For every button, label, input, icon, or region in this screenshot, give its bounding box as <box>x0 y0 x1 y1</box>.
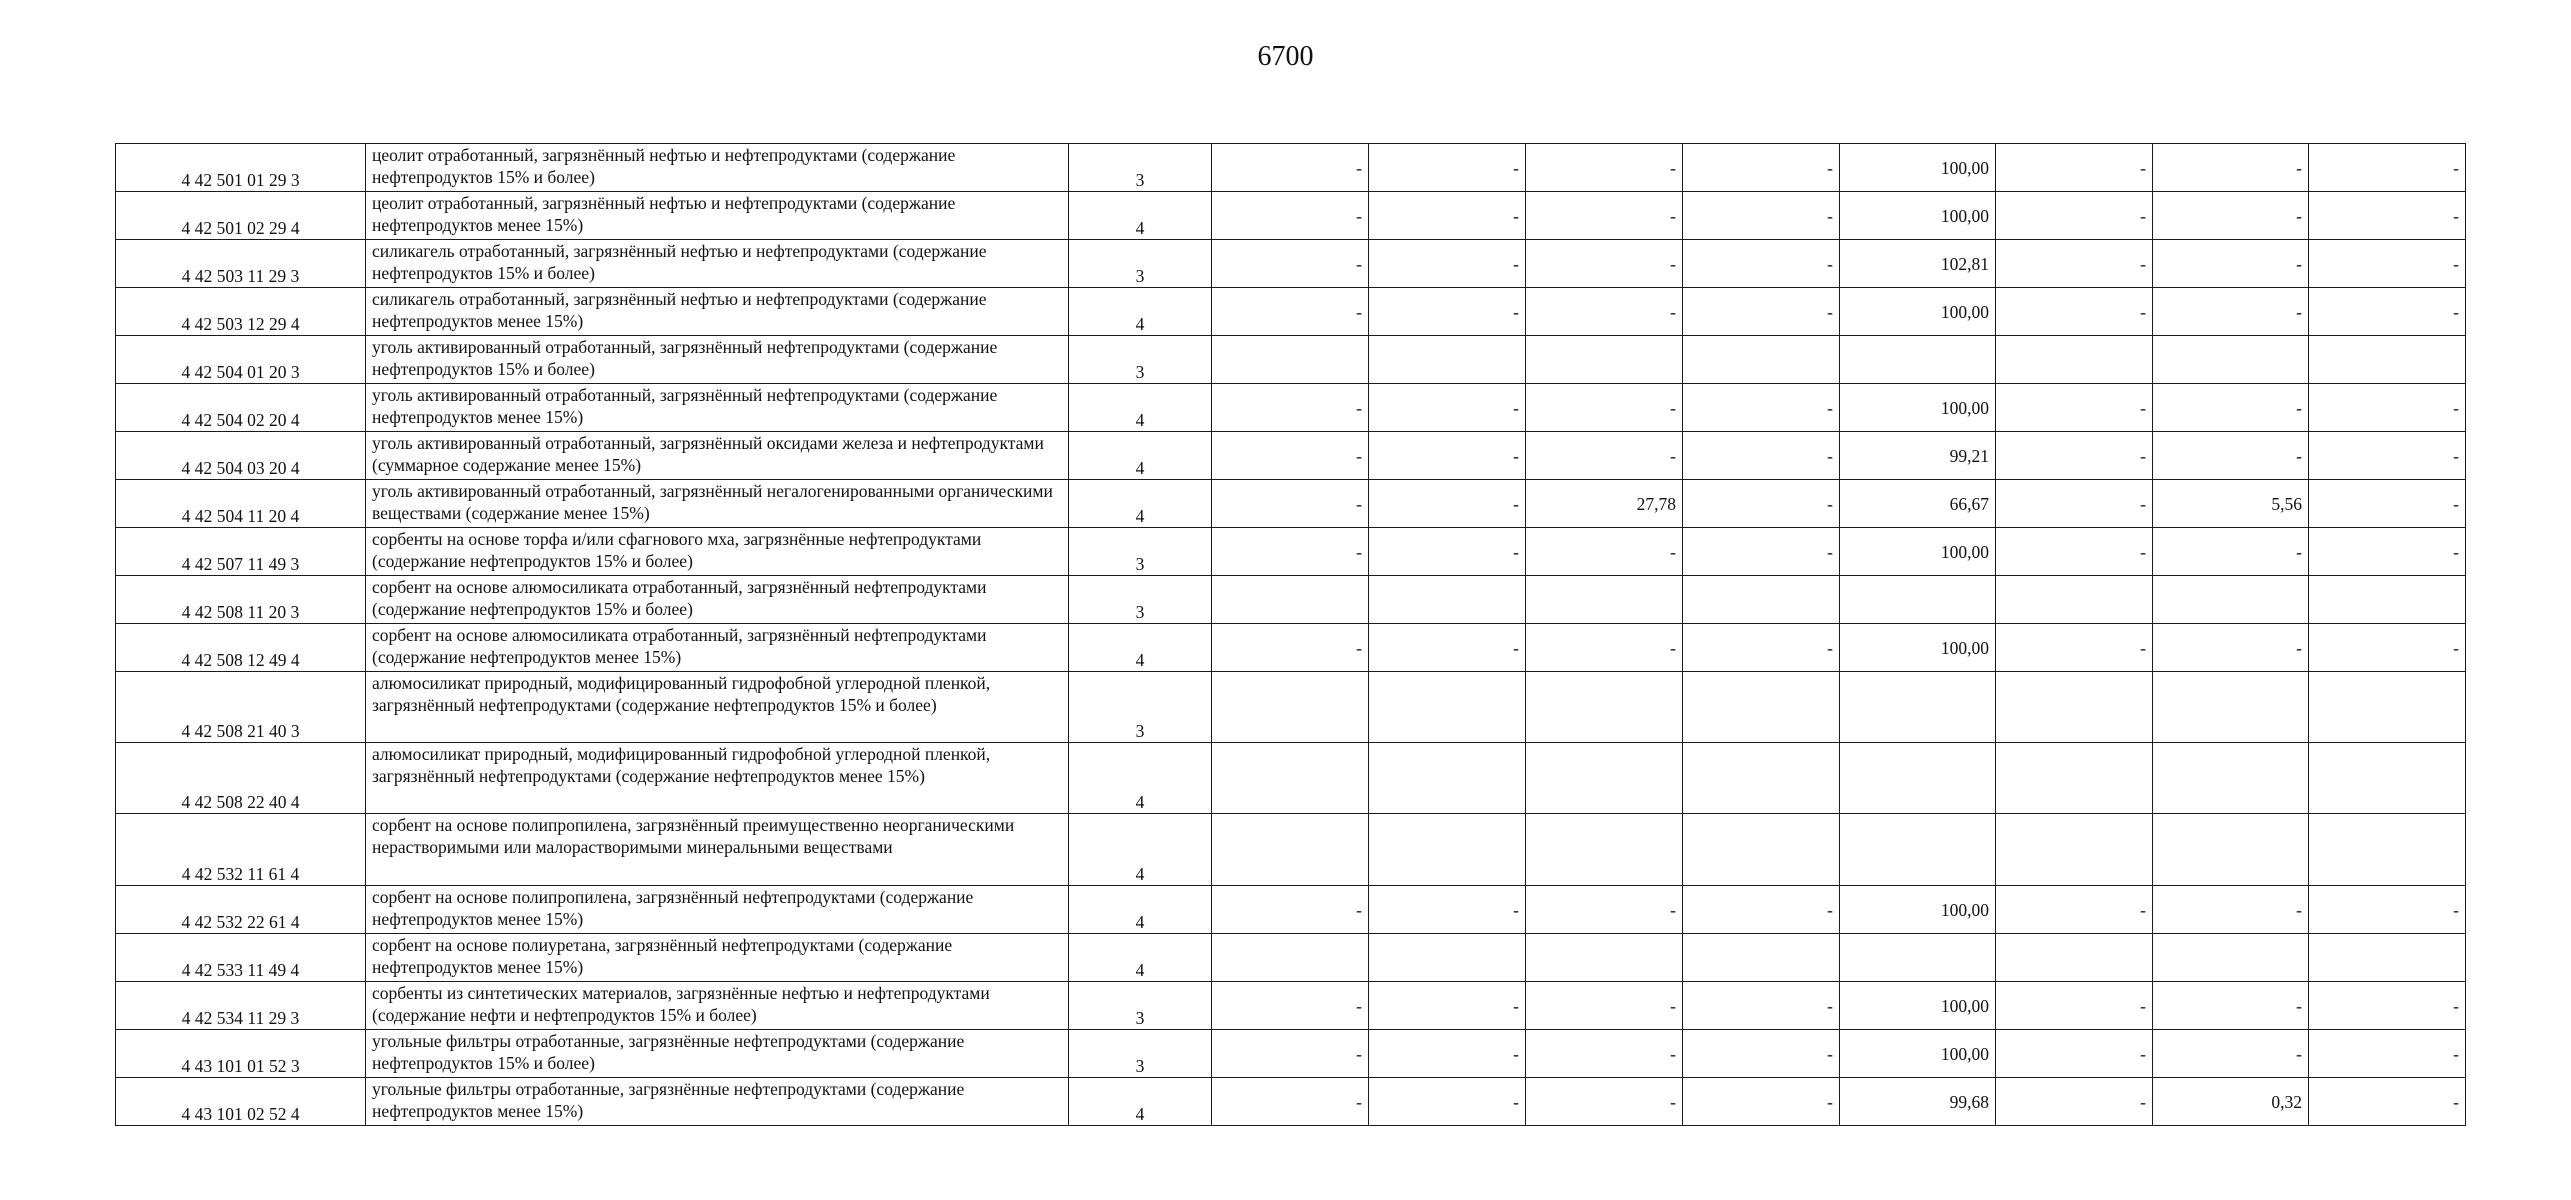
component-value-cell: - <box>1526 1030 1683 1078</box>
component-value-cell: - <box>1996 432 2153 480</box>
table-row <box>116 528 2466 576</box>
component-value-cell: - <box>1996 1030 2153 1078</box>
component-value-cell: - <box>1996 288 2153 336</box>
component-value-cell: 27,78 <box>1526 480 1683 528</box>
component-value-cell: - <box>1369 982 1526 1030</box>
component-value-cell: - <box>2309 432 2466 480</box>
component-value-cell: 100,00 <box>1840 384 1996 432</box>
table-row <box>116 982 2466 1030</box>
component-value-cell: - <box>1369 192 1526 240</box>
component-value-cell: - <box>1212 432 1369 480</box>
component-value-cell: - <box>2309 1078 2466 1126</box>
waste-name-cell: уголь активированный отработанный, загрязнённый нефтепродуктами (содержание нефтепродуктов менее 15%) <box>366 384 1069 432</box>
component-value-cell <box>1840 576 1996 624</box>
component-value-cell: - <box>2309 288 2466 336</box>
component-value-cell: - <box>1212 982 1369 1030</box>
component-value-cell <box>1526 672 1683 743</box>
component-value-cell: 66,67 <box>1840 480 1996 528</box>
hazard-class-cell: 4 <box>1069 886 1212 934</box>
component-value-cell: - <box>1996 528 2153 576</box>
component-value-cell <box>1683 934 1840 982</box>
hazard-class-cell: 4 <box>1069 288 1212 336</box>
component-value-cell: - <box>2153 982 2309 1030</box>
waste-code-cell: 4 42 501 02 29 4 <box>116 192 366 240</box>
component-value-cell: - <box>2153 432 2309 480</box>
component-value-cell: 100,00 <box>1840 144 1996 192</box>
hazard-class-cell: 4 <box>1069 934 1212 982</box>
waste-name-cell: сорбент на основе полипропилена, загрязнённый нефтепродуктами (содержание нефтепродуктов менее 15%) <box>366 886 1069 934</box>
component-value-cell: - <box>1369 528 1526 576</box>
component-value-cell: - <box>1526 982 1683 1030</box>
component-value-cell <box>1840 336 1996 384</box>
hazard-class-cell: 4 <box>1069 814 1212 886</box>
component-value-cell: - <box>1526 1078 1683 1126</box>
waste-name-cell: сорбент на основе алюмосиликата отработанный, загрязнённый нефтепродуктами (содержание нефтепродуктов 15% и более) <box>366 576 1069 624</box>
component-value-cell: - <box>2153 384 2309 432</box>
waste-code-cell: 4 42 533 11 49 4 <box>116 934 366 982</box>
table-row <box>116 672 2466 743</box>
component-value-cell: - <box>1212 144 1369 192</box>
component-value-cell: - <box>2309 528 2466 576</box>
hazard-class-cell: 3 <box>1069 1030 1212 1078</box>
waste-code-cell: 4 42 508 11 20 3 <box>116 576 366 624</box>
component-value-cell: - <box>1212 1078 1369 1126</box>
table-row <box>116 432 2466 480</box>
table-row <box>116 624 2466 672</box>
component-value-cell <box>2309 336 2466 384</box>
table-row <box>116 934 2466 982</box>
component-value-cell <box>1683 814 1840 886</box>
component-value-cell: - <box>1369 1030 1526 1078</box>
component-value-cell <box>2153 672 2309 743</box>
component-value-cell: - <box>1526 384 1683 432</box>
waste-code-cell: 4 43 101 01 52 3 <box>116 1030 366 1078</box>
component-value-cell <box>1996 336 2153 384</box>
component-value-cell: - <box>1683 886 1840 934</box>
component-value-cell: - <box>1996 192 2153 240</box>
waste-code-cell: 4 42 507 11 49 3 <box>116 528 366 576</box>
component-value-cell <box>1840 814 1996 886</box>
waste-code-cell: 4 42 532 11 61 4 <box>116 814 366 886</box>
waste-code-cell: 4 42 503 11 29 3 <box>116 240 366 288</box>
component-value-cell: - <box>1526 288 1683 336</box>
component-value-cell <box>1683 743 1840 814</box>
hazard-class-cell: 4 <box>1069 432 1212 480</box>
component-value-cell: - <box>2153 1030 2309 1078</box>
component-value-cell: - <box>1683 240 1840 288</box>
component-value-cell <box>1840 672 1996 743</box>
component-value-cell <box>2309 576 2466 624</box>
table-row <box>116 192 2466 240</box>
component-value-cell: - <box>2309 982 2466 1030</box>
component-value-cell <box>1369 576 1526 624</box>
component-value-cell: - <box>2309 144 2466 192</box>
table-row <box>116 886 2466 934</box>
waste-code-cell: 4 42 508 21 40 3 <box>116 672 366 743</box>
component-value-cell: - <box>1369 432 1526 480</box>
component-value-cell: 99,68 <box>1840 1078 1996 1126</box>
component-value-cell: - <box>1996 982 2153 1030</box>
component-value-cell <box>2153 576 2309 624</box>
waste-name-cell: цеолит отработанный, загрязнённый нефтью и нефтепродуктами (содержание нефтепродуктов 15% и более) <box>366 144 1069 192</box>
waste-code-cell: 4 42 504 11 20 4 <box>116 480 366 528</box>
hazard-class-cell: 3 <box>1069 528 1212 576</box>
waste-name-cell: угольные фильтры отработанные, загрязнённые нефтепродуктами (содержание нефтепродуктов 15% и более) <box>366 1030 1069 1078</box>
table-row <box>116 240 2466 288</box>
component-value-cell: 0,32 <box>2153 1078 2309 1126</box>
component-value-cell <box>1526 814 1683 886</box>
component-value-cell: - <box>1996 384 2153 432</box>
waste-name-cell: силикагель отработанный, загрязнённый нефтью и нефтепродуктами (содержание нефтепродуктов менее 15%) <box>366 288 1069 336</box>
waste-name-cell: сорбент на основе полипропилена, загрязнённый преимущественно неорганическими нерастворимыми или малорастворимыми минеральными веществами <box>366 814 1069 886</box>
component-value-cell: 100,00 <box>1840 528 1996 576</box>
component-value-cell <box>1369 336 1526 384</box>
table-row <box>116 1078 2466 1126</box>
component-value-cell <box>1369 934 1526 982</box>
hazard-class-cell: 3 <box>1069 336 1212 384</box>
component-value-cell: - <box>1683 528 1840 576</box>
table-row <box>116 336 2466 384</box>
component-value-cell: - <box>1369 384 1526 432</box>
component-value-cell: - <box>1683 1078 1840 1126</box>
component-value-cell: 5,56 <box>2153 480 2309 528</box>
component-value-cell: 99,21 <box>1840 432 1996 480</box>
component-value-cell: - <box>1369 144 1526 192</box>
component-value-cell <box>1212 336 1369 384</box>
component-value-cell <box>1212 934 1369 982</box>
component-value-cell: - <box>2153 886 2309 934</box>
component-value-cell <box>1212 743 1369 814</box>
component-value-cell: - <box>1683 144 1840 192</box>
waste-name-cell: уголь активированный отработанный, загрязнённый негалогенированными органическими веществами (содержание менее 15%) <box>366 480 1069 528</box>
component-value-cell: 100,00 <box>1840 1030 1996 1078</box>
component-value-cell <box>2309 672 2466 743</box>
component-value-cell <box>1369 672 1526 743</box>
hazard-class-cell: 3 <box>1069 576 1212 624</box>
component-value-cell <box>1212 672 1369 743</box>
component-value-cell: - <box>1212 528 1369 576</box>
component-value-cell: - <box>1683 624 1840 672</box>
component-value-cell <box>1683 576 1840 624</box>
table-row <box>116 576 2466 624</box>
waste-code-cell: 4 43 101 02 52 4 <box>116 1078 366 1126</box>
page-number: 6700 <box>1257 41 1314 72</box>
component-value-cell: 100,00 <box>1840 192 1996 240</box>
component-value-cell: - <box>2309 1030 2466 1078</box>
component-value-cell <box>1526 576 1683 624</box>
component-value-cell: - <box>2309 624 2466 672</box>
component-value-cell: - <box>1996 1078 2153 1126</box>
waste-code-cell: 4 42 532 22 61 4 <box>116 886 366 934</box>
component-value-cell <box>1996 934 2153 982</box>
component-value-cell: - <box>1996 240 2153 288</box>
hazard-class-cell: 3 <box>1069 982 1212 1030</box>
component-value-cell: - <box>1212 240 1369 288</box>
waste-name-cell: уголь активированный отработанный, загрязнённый нефтепродуктами (содержание нефтепродуктов 15% и более) <box>366 336 1069 384</box>
component-value-cell: - <box>2309 480 2466 528</box>
component-value-cell <box>2153 743 2309 814</box>
component-value-cell: - <box>1526 528 1683 576</box>
component-value-cell: - <box>2153 144 2309 192</box>
component-value-cell <box>1683 672 1840 743</box>
waste-name-cell: силикагель отработанный, загрязнённый нефтью и нефтепродуктами (содержание нефтепродуктов 15% и более) <box>366 240 1069 288</box>
component-value-cell: - <box>1526 886 1683 934</box>
component-value-cell <box>2153 336 2309 384</box>
component-value-cell: - <box>1996 144 2153 192</box>
component-value-cell <box>1996 814 2153 886</box>
waste-code-cell: 4 42 504 02 20 4 <box>116 384 366 432</box>
hazard-class-cell: 3 <box>1069 672 1212 743</box>
component-value-cell <box>1526 934 1683 982</box>
table-row <box>116 288 2466 336</box>
waste-name-cell: цеолит отработанный, загрязнённый нефтью и нефтепродуктами (содержание нефтепродуктов менее 15%) <box>366 192 1069 240</box>
waste-composition-table <box>115 143 2466 1126</box>
component-value-cell <box>2309 743 2466 814</box>
waste-name-cell: угольные фильтры отработанные, загрязнённые нефтепродуктами (содержание нефтепродуктов менее 15%) <box>366 1078 1069 1126</box>
component-value-cell <box>2153 814 2309 886</box>
component-value-cell: - <box>2309 240 2466 288</box>
component-value-cell <box>1996 576 2153 624</box>
component-value-cell: - <box>2309 384 2466 432</box>
component-value-cell: - <box>1369 288 1526 336</box>
component-value-cell: - <box>2153 192 2309 240</box>
hazard-class-cell: 4 <box>1069 480 1212 528</box>
component-value-cell: - <box>2153 528 2309 576</box>
component-value-cell: - <box>1526 192 1683 240</box>
component-value-cell: - <box>1369 1078 1526 1126</box>
component-value-cell: - <box>1683 432 1840 480</box>
component-value-cell <box>1369 743 1526 814</box>
waste-name-cell: сорбенты из синтетических материалов, загрязнённые нефтью и нефтепродуктами (содержание нефти и нефтепродуктов 15% и более) <box>366 982 1069 1030</box>
hazard-class-cell: 4 <box>1069 743 1212 814</box>
component-value-cell: - <box>1212 624 1369 672</box>
component-value-cell: - <box>1369 480 1526 528</box>
component-value-cell: - <box>1526 240 1683 288</box>
table-row <box>116 1030 2466 1078</box>
component-value-cell: - <box>1526 144 1683 192</box>
waste-name-cell: уголь активированный отработанный, загрязнённый оксидами железа и нефтепродуктами (суммарное содержание менее 15%) <box>366 432 1069 480</box>
waste-name-cell: сорбенты на основе торфа и/или сфагнового мха, загрязнённые нефтепродуктами (содержание нефтепродуктов 15% и более) <box>366 528 1069 576</box>
table-row <box>116 480 2466 528</box>
waste-code-cell: 4 42 508 22 40 4 <box>116 743 366 814</box>
component-value-cell: 100,00 <box>1840 624 1996 672</box>
table-row <box>116 384 2466 432</box>
component-value-cell: - <box>1212 480 1369 528</box>
waste-name-cell: сорбент на основе полиуретана, загрязнённый нефтепродуктами (содержание нефтепродуктов менее 15%) <box>366 934 1069 982</box>
waste-code-cell: 4 42 501 01 29 3 <box>116 144 366 192</box>
component-value-cell: - <box>1369 886 1526 934</box>
component-value-cell: - <box>1212 1030 1369 1078</box>
hazard-class-cell: 4 <box>1069 384 1212 432</box>
hazard-class-cell: 3 <box>1069 144 1212 192</box>
component-value-cell <box>2309 934 2466 982</box>
component-value-cell: - <box>1526 624 1683 672</box>
waste-code-cell: 4 42 508 12 49 4 <box>116 624 366 672</box>
component-value-cell <box>2153 934 2309 982</box>
component-value-cell <box>1683 336 1840 384</box>
component-value-cell: - <box>2309 886 2466 934</box>
component-value-cell <box>1526 743 1683 814</box>
waste-name-cell: алюмосиликат природный, модифицированный гидрофобной углеродной пленкой, загрязнённый нефтепродуктами (содержание нефтепродуктов 15% и более) <box>366 672 1069 743</box>
component-value-cell: - <box>1996 886 2153 934</box>
component-value-cell: 102,81 <box>1840 240 1996 288</box>
waste-name-cell: сорбент на основе алюмосиликата отработанный, загрязнённый нефтепродуктами (содержание нефтепродуктов менее 15%) <box>366 624 1069 672</box>
waste-name-cell: алюмосиликат природный, модифицированный гидрофобной углеродной пленкой, загрязнённый нефтепродуктами (содержание нефтепродуктов менее 15%) <box>366 743 1069 814</box>
component-value-cell: - <box>1683 480 1840 528</box>
component-value-cell <box>1996 743 2153 814</box>
component-value-cell: 100,00 <box>1840 886 1996 934</box>
component-value-cell: - <box>1369 624 1526 672</box>
table-row <box>116 743 2466 814</box>
waste-code-cell: 4 42 534 11 29 3 <box>116 982 366 1030</box>
component-value-cell <box>1996 672 2153 743</box>
hazard-class-cell: 4 <box>1069 624 1212 672</box>
component-value-cell <box>1840 743 1996 814</box>
component-value-cell <box>1526 336 1683 384</box>
component-value-cell <box>1212 814 1369 886</box>
component-value-cell: - <box>2309 192 2466 240</box>
component-value-cell: - <box>1212 886 1369 934</box>
component-value-cell: - <box>1996 624 2153 672</box>
component-value-cell: - <box>1683 982 1840 1030</box>
waste-code-cell: 4 42 504 01 20 3 <box>116 336 366 384</box>
component-value-cell <box>1369 814 1526 886</box>
component-value-cell: - <box>1212 288 1369 336</box>
component-value-cell: - <box>1369 240 1526 288</box>
component-value-cell: 100,00 <box>1840 982 1996 1030</box>
table-body <box>116 144 2466 1126</box>
component-value-cell: - <box>1996 480 2153 528</box>
component-value-cell: - <box>2153 240 2309 288</box>
hazard-class-cell: 4 <box>1069 1078 1212 1126</box>
component-value-cell <box>1212 576 1369 624</box>
component-value-cell: - <box>1212 384 1369 432</box>
component-value-cell: 100,00 <box>1840 288 1996 336</box>
table-row <box>116 814 2466 886</box>
waste-code-cell: 4 42 503 12 29 4 <box>116 288 366 336</box>
component-value-cell: - <box>1683 288 1840 336</box>
component-value-cell: - <box>2153 288 2309 336</box>
hazard-class-cell: 4 <box>1069 192 1212 240</box>
component-value-cell: - <box>1683 1030 1840 1078</box>
component-value-cell <box>2309 814 2466 886</box>
component-value-cell: - <box>1683 384 1840 432</box>
component-value-cell: - <box>1683 192 1840 240</box>
table-row <box>116 144 2466 192</box>
component-value-cell: - <box>2153 624 2309 672</box>
component-value-cell: - <box>1526 432 1683 480</box>
component-value-cell: - <box>1212 192 1369 240</box>
hazard-class-cell: 3 <box>1069 240 1212 288</box>
component-value-cell <box>1840 934 1996 982</box>
waste-code-cell: 4 42 504 03 20 4 <box>116 432 366 480</box>
